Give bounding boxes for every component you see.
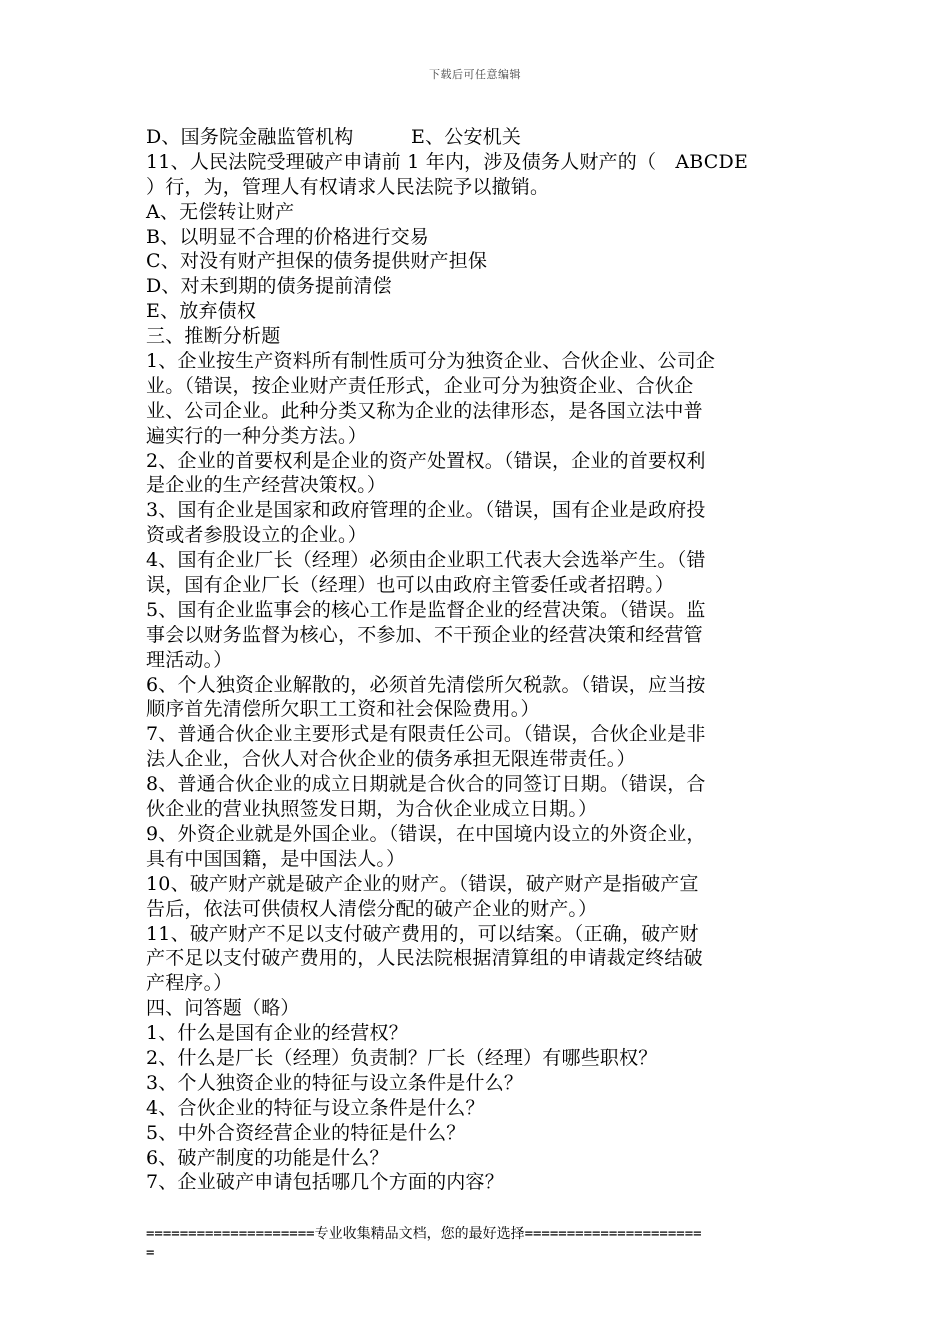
section-heading: 四、问答题（略） [146,997,300,1020]
text-line: 产程序。） [146,972,233,995]
question-item: 4、合伙企业的特征与设立条件是什么？ [146,1096,485,1119]
text-line: 遍实行的一种分类方法。） [146,424,367,447]
text-line: 1、企业按生产资料所有制性质可分为独资企业、合伙企业、公司企 [146,350,716,373]
text-line: 3、国有企业是国家和政府管理的企业。（错误，国有企业是政府投 [146,499,706,522]
text-line: 告后，依法可供债权人清偿分配的破产企业的财产。） [146,897,598,920]
question-item: 7、企业破产申请包括哪几个方面的内容？ [146,1171,504,1194]
document-body [146,125,814,1195]
text-line: 法人企业，合伙人对合伙企业的债务承担无限连带责任。） [146,748,636,771]
text-line: 伙企业的营业执照签发日期，为合伙企业成立日期。） [146,798,598,821]
text-line: A、无偿转让财产 [146,200,295,223]
footer-line: = [146,1245,155,1261]
text-line: 10、破产财产就是破产企业的财产。（错误，破产财产是指破产宣 [146,872,699,895]
text-line: 理活动。） [146,648,233,671]
text-line: ）行，为，管理人有权请求人民法院予以撤销。 [146,175,550,198]
text-line: 11、破产财产不足以支付破产费用的，可以结案。（正确，破产财 [146,922,699,945]
text-line: 8、普通合伙企业的成立日期就是合伙合的同签订日期。（错误，合 [146,773,706,796]
text-line: 7、普通合伙企业主要形式是有限责任公司。（错误，合伙企业是非 [146,723,706,746]
text-line: 4、国有企业厂长（经理）必须由企业职工代表大会选举产生。（错 [146,549,706,572]
question-item: 1、什么是国有企业的经营权？ [146,1022,408,1045]
text-line: D、对未到期的债务提前清偿 [146,275,392,298]
text-line: 事会以财务监督为核心，不参加、不干预企业的经营决策和经营管 [146,623,703,646]
question-item: 6、破产制度的功能是什么？ [146,1146,389,1169]
text-line: 2、企业的首要权利是企业的资产处置权。（错误，企业的首要权利 [146,449,706,472]
text-line: B、以明显不合理的价格进行交易 [146,225,429,248]
text-line: 业、公司企业。此种分类又称为企业的法律形态，是各国立法中普 [146,399,703,422]
question-item: 3、个人独资企业的特征与设立条件是什么？ [146,1071,524,1094]
page-header: 下载后可任意编辑 [429,68,521,81]
text-line: E、放弃债权 [146,300,257,323]
text-line: C、对没有财产担保的债务提供财产担保 [146,250,488,273]
text-line: 产不足以支付破产费用的，人民法院根据清算组的申请裁定终结破 [146,947,703,970]
text-line: 5、国有企业监事会的核心工作是监督企业的经营决策。（错误。监 [146,598,706,621]
text-line: 6、个人独资企业解散的，必须首先清偿所欠税款。（错误，应当按 [146,673,706,696]
text-line: 资或者参股设立的企业。） [146,524,367,547]
text-line: 顺序首先清偿所欠职工工资和社会保险费用。） [146,698,540,721]
footer-line: ====================专业收集精品文档，您的最好选择===================== [146,1226,702,1242]
text-line: 误，国有企业厂长（经理）也可以由政府主管委任或者招聘。） [146,574,675,597]
text-line: 具有中国国籍，是中国法人。） [146,847,406,870]
question-item: 5、中外合资经营企业的特征是什么？ [146,1121,466,1144]
text-line: 业。（错误，按企业财产责任形式，企业可分为独资企业、合伙企 [146,374,694,397]
text-line: 9、外资企业就是外国企业。（错误，在中国境内设立的外资企业， [146,822,706,845]
text-line: 是企业的生产经营决策权。） [146,474,387,497]
text-line: D、国务院金融监管机构 E、公安机关 [146,126,522,148]
page-footer [146,1225,814,1263]
section-heading: 三、推断分析题 [146,325,281,348]
text-line: 11、人民法院受理破产申请前 1 年内，涉及债务人财产的（ ABCDE [146,150,749,173]
question-item: 2、什么是厂长（经理）负责制？厂长（经理）有哪些职权？ [146,1046,658,1069]
